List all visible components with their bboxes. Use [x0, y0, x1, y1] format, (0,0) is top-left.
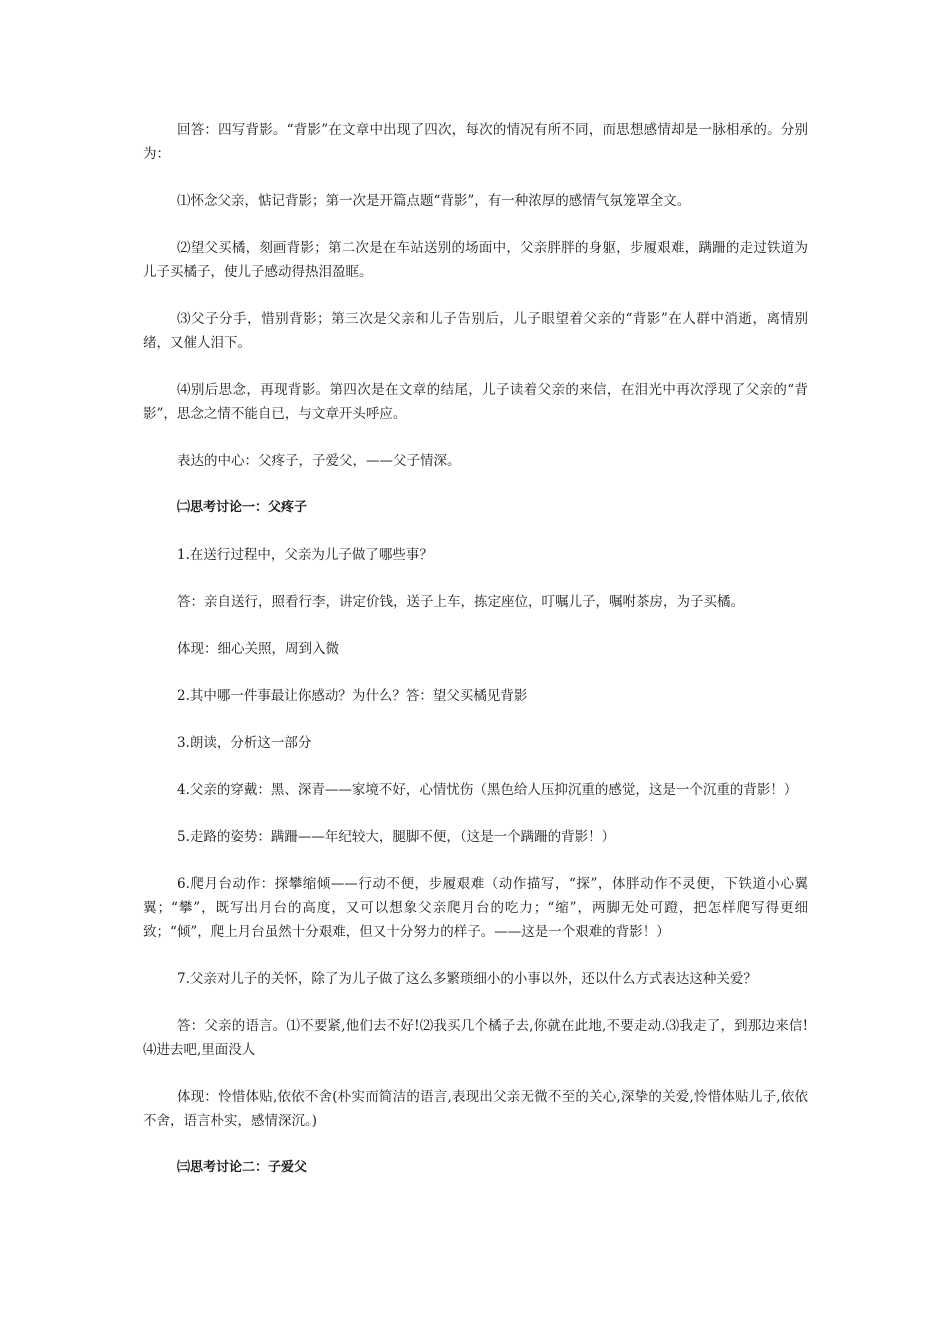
section-heading-discussion-2: ㈢思考讨论二：子爱父: [177, 1160, 308, 1175]
paragraph-embodiment-1: 体现：细心关照，周到入微: [177, 641, 339, 657]
paragraph-question-2: 2.其中哪一件事最让你感动？为什么？答：望父买橘见背影: [177, 688, 528, 704]
paragraph-central-idea: 表达的中心：父疼子，子爱父，——父子情深。: [177, 453, 461, 469]
paragraph-point-2: ⑵望父买橘，刻画背影；第二次是在车站送别的场面中，父亲胖胖的身躯，步履艰难，蹒跚的走过铁道为儿子买橘子，使儿子感动得热泪盈眶。: [143, 240, 808, 280]
paragraph-question-1: 1.在送行过程中，父亲为儿子做了哪些事？: [177, 547, 433, 563]
document-body: [143, 118, 808, 1203]
paragraph-embodiment-7: 体现：怜惜体贴,依依不舍(朴实而简洁的语言,表现出父亲无微不至的关心,深挚的关爱,怜惜体贴儿子,依依不舍，语言朴实，感情深沉。): [143, 1089, 808, 1129]
paragraph-answer-7: 答：父亲的语言。⑴不要紧,他们去不好!⑵我买几个橘子去,你就在此地,不要走动.⑶我走了，到那边来信!⑷进去吧,里面没人: [143, 1018, 808, 1058]
paragraph-question-7: 7.父亲对儿子的关怀，除了为儿子做了这么多繁琐细小的小事以外，还以什么方式表达这种关爱？: [177, 971, 757, 987]
paragraph-answer-intro: 回答：四写背影。“背影”在文章中出现了四次，每次的情况有所不同，而思想感情却是一脉相承的。分别为：: [143, 122, 808, 162]
paragraph-item-5: 5.走路的姿势：蹒跚——年纪较大，腿脚不便，（这是一个蹒跚的背影！）: [177, 829, 616, 845]
paragraph-item-4: 4.父亲的穿戴：黑、深青——家境不好，心情忧伤（黑色给人压抑沉重的感觉，这是一个沉重的背影！）: [177, 782, 798, 798]
paragraph-point-3: ⑶父子分手，惜别背影；第三次是父亲和儿子告别后，儿子眼望着父亲的“背影”在人群中消逝，离情别绪，又催人泪下。: [143, 311, 808, 351]
paragraph-point-4: ⑷别后思念，再现背影。第四次是在文章的结尾，儿子读着父亲的来信，在泪光中再次浮现了父亲的“背影”，思念之情不能自已，与文章开头呼应。: [143, 382, 808, 422]
paragraph-point-1: ⑴怀念父亲，惦记背影；第一次是开篇点题“背影”，有一种浓厚的感情气氛笼罩全文。: [177, 193, 691, 209]
section-heading-discussion-1: ㈡思考讨论一：父疼子: [177, 500, 308, 515]
paragraph-item-6: 6.爬月台动作：探攀缩倾——行动不便，步履艰难（动作描写，“探”，体胖动作不灵便，下铁道小心翼翼；“攀”，既写出月台的高度，又可以想象父亲爬月台的吃力；“缩”，两脚无处可蹬，把怎样爬写得更细致；“倾”，爬上月台虽然十分艰难，但又十分努力的样子。——这是一个艰难的背影！）: [143, 876, 808, 940]
paragraph-answer-1: 答：亲自送行，照看行李，讲定价钱，送子上车，拣定座位，叮嘱儿子，嘱咐茶房，为子买橘。: [177, 594, 744, 610]
paragraph-question-3: 3.朗读，分析这一部分: [177, 735, 312, 751]
